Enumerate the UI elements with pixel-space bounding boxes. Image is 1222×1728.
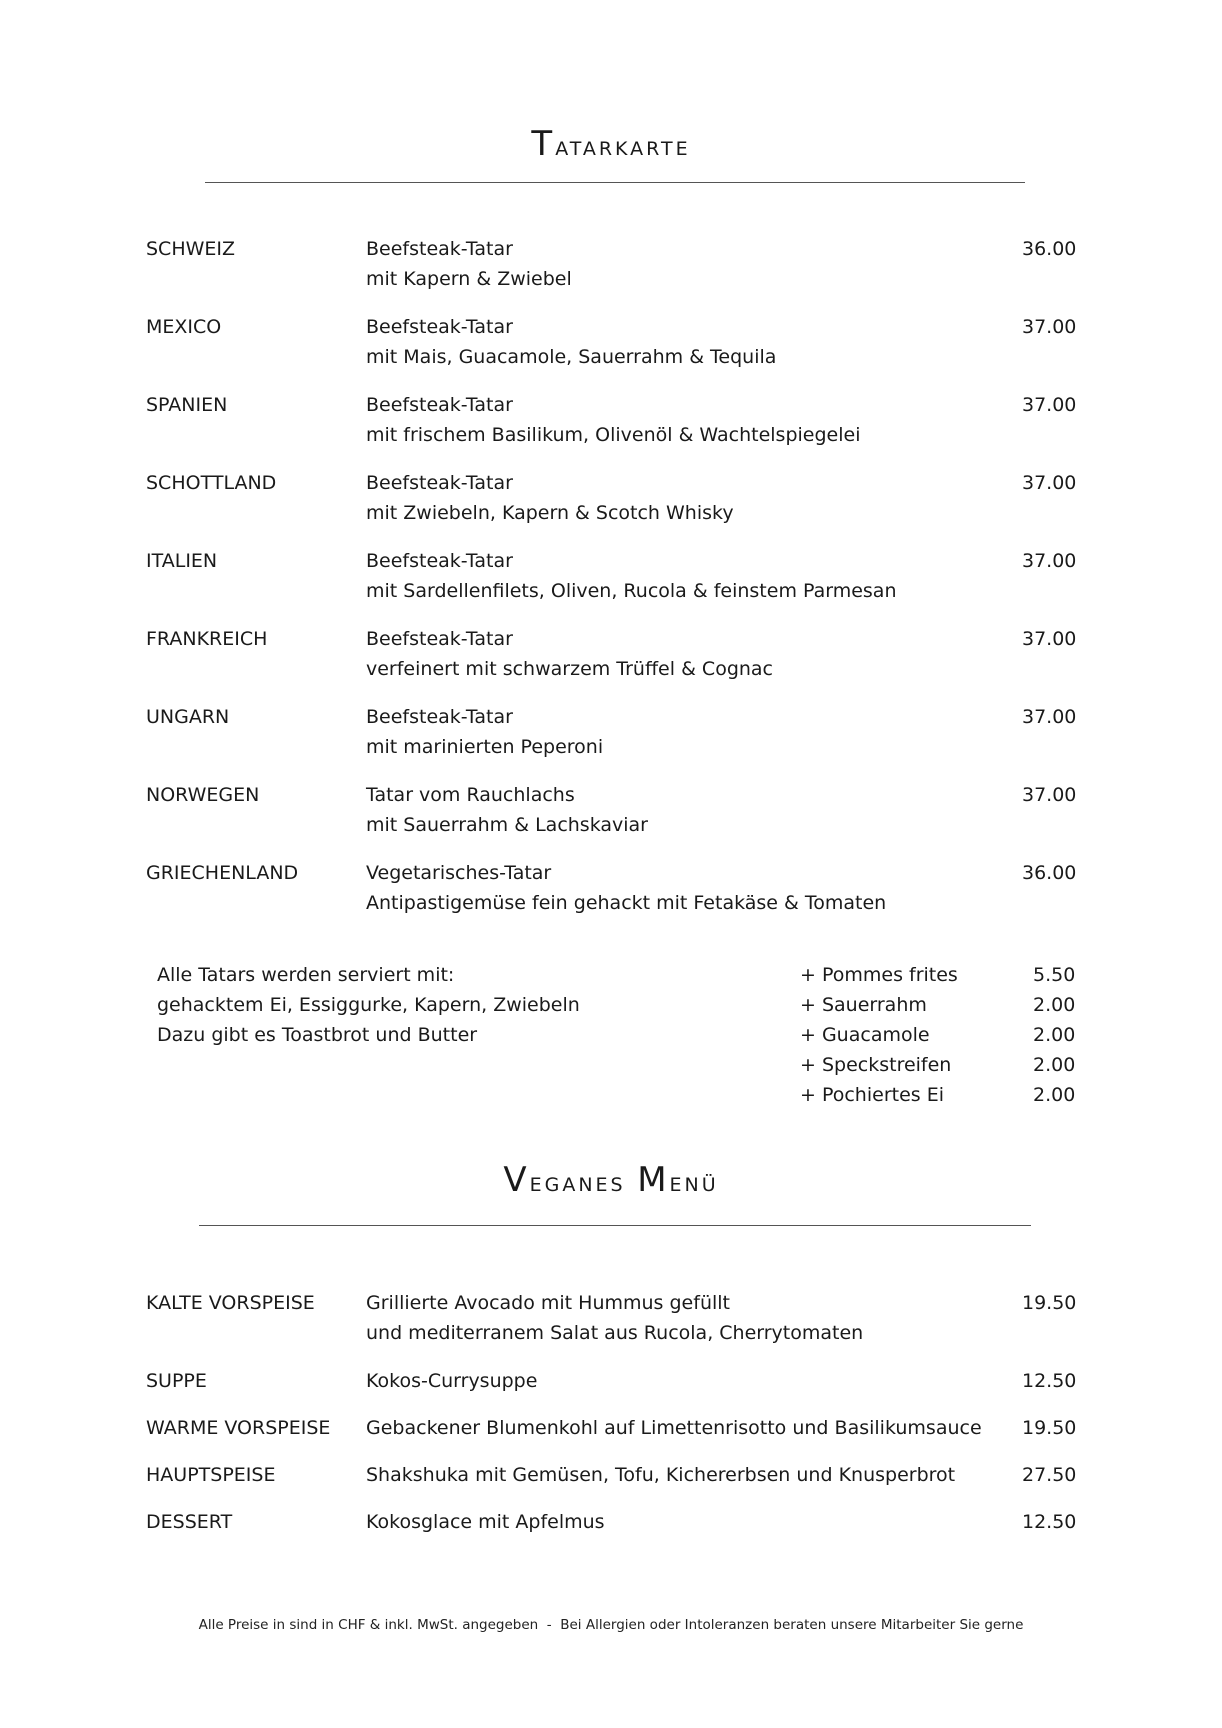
extra-label: + Guacamole — [800, 1024, 930, 1046]
tatar-price: 37.00 — [1022, 472, 1077, 494]
vegan-course: WARME VORSPEISE — [146, 1417, 331, 1439]
extra-label: + Pommes frites — [800, 964, 958, 986]
vegan-price: 27.50 — [1022, 1464, 1077, 1486]
title-initial: M — [637, 1160, 670, 1200]
extra-label: + Sauerrahm — [800, 994, 927, 1016]
extra-price: 2.00 — [1033, 1054, 1076, 1076]
tatar-name: Beefsteak-Tatar — [366, 628, 513, 650]
vegan-course: KALTE VORSPEISE — [146, 1292, 315, 1314]
vegan-price: 12.50 — [1022, 1370, 1077, 1392]
vegan-price: 19.50 — [1022, 1292, 1077, 1314]
tatar-description: mit Mais, Guacamole, Sauerrahm & Tequila — [366, 346, 777, 368]
tatar-description: mit marinierten Peperoni — [366, 736, 604, 758]
extra-price: 5.50 — [1033, 964, 1076, 986]
tatar-description: mit Kapern & Zwiebel — [366, 268, 572, 290]
tatar-price: 37.00 — [1022, 394, 1077, 416]
tatar-price: 37.00 — [1022, 706, 1077, 728]
tatar-name: Tatar vom Rauchlachs — [366, 784, 575, 806]
vegan-dish: Kokos-Currysuppe — [366, 1370, 538, 1392]
tatar-name: Beefsteak-Tatar — [366, 706, 513, 728]
served-with-line: Alle Tatars werden serviert mit: — [157, 964, 455, 986]
tatar-name: Beefsteak-Tatar — [366, 394, 513, 416]
tatar-price: 36.00 — [1022, 862, 1077, 884]
vegan-price: 19.50 — [1022, 1417, 1077, 1439]
veganes-menu-divider — [199, 1225, 1031, 1226]
footer-note: Alle Preise in sind in CHF & inkl. MwSt. angegeben - Bei Allergien oder Intoleranzen beraten unsere Mitarbeiter Sie gerne — [198, 1617, 1024, 1633]
tatar-region: FRANKREICH — [146, 628, 268, 650]
tatar-region: ITALIEN — [146, 550, 218, 572]
tatar-price: 36.00 — [1022, 238, 1077, 260]
tatar-region: SPANIEN — [146, 394, 228, 416]
served-with-line: gehacktem Ei, Essiggurke, Kapern, Zwiebeln — [157, 994, 580, 1016]
tatar-price: 37.00 — [1022, 550, 1077, 572]
tatar-description: mit Zwiebeln, Kapern & Scotch Whisky — [366, 502, 734, 524]
tatar-name: Beefsteak-Tatar — [366, 316, 513, 338]
title-initial: V — [503, 1160, 530, 1200]
tatar-description: Antipastigemüse fein gehackt mit Fetakäse & Tomaten — [366, 892, 887, 914]
extra-label: + Speckstreifen — [800, 1054, 952, 1076]
tatar-region: GRIECHENLAND — [146, 862, 299, 884]
vegan-dish: Kokosglace mit Apfelmus — [366, 1511, 605, 1533]
title-rest: eganes — [529, 1167, 638, 1198]
extra-price: 2.00 — [1033, 1024, 1076, 1046]
vegan-dish: Shakshuka mit Gemüsen, Tofu, Kichererbsen und Knusperbrot — [366, 1464, 956, 1486]
tatar-region: UNGARN — [146, 706, 230, 728]
extra-price: 2.00 — [1033, 1084, 1076, 1106]
vegan-course: SUPPE — [146, 1370, 207, 1392]
tatarkarte-title — [0, 124, 1222, 164]
title-rest: enü — [669, 1167, 719, 1198]
title-rest: atarkarte — [555, 131, 691, 162]
tatar-name: Beefsteak-Tatar — [366, 238, 513, 260]
tatar-description: mit frischem Basilikum, Olivenöl & Wachtelspiegelei — [366, 424, 861, 446]
vegan-dish: Grillierte Avocado mit Hummus gefüllt — [366, 1292, 730, 1314]
tatar-description: mit Sardellenfilets, Oliven, Rucola & feinstem Parmesan — [366, 580, 897, 602]
tatar-price: 37.00 — [1022, 784, 1077, 806]
vegan-course: HAUPTSPEISE — [146, 1464, 276, 1486]
tatar-description: verfeinert mit schwarzem Trüffel & Cognac — [366, 658, 774, 680]
tatar-region: SCHWEIZ — [146, 238, 236, 260]
tatar-name: Vegetarisches-Tatar — [366, 862, 552, 884]
vegan-price: 12.50 — [1022, 1511, 1077, 1533]
veganes-menu-title — [0, 1160, 1222, 1200]
tatar-price: 37.00 — [1022, 316, 1077, 338]
extra-label: + Pochiertes Ei — [800, 1084, 944, 1106]
vegan-dish: Gebackener Blumenkohl auf Limettenrisotto und Basilikumsauce — [366, 1417, 982, 1439]
tatar-region: NORWEGEN — [146, 784, 260, 806]
tatar-region: MEXICO — [146, 316, 222, 338]
tatar-price: 37.00 — [1022, 628, 1077, 650]
tatar-description: mit Sauerrahm & Lachskaviar — [366, 814, 648, 836]
tatar-name: Beefsteak-Tatar — [366, 550, 513, 572]
tatarkarte-divider — [205, 182, 1025, 183]
vegan-description: und mediterranem Salat aus Rucola, Cherrytomaten — [366, 1322, 864, 1344]
title-initial: T — [531, 124, 556, 164]
served-with-line: Dazu gibt es Toastbrot und Butter — [157, 1024, 478, 1046]
extra-price: 2.00 — [1033, 994, 1076, 1016]
tatar-region: SCHOTTLAND — [146, 472, 277, 494]
tatar-name: Beefsteak-Tatar — [366, 472, 513, 494]
vegan-course: DESSERT — [146, 1511, 233, 1533]
